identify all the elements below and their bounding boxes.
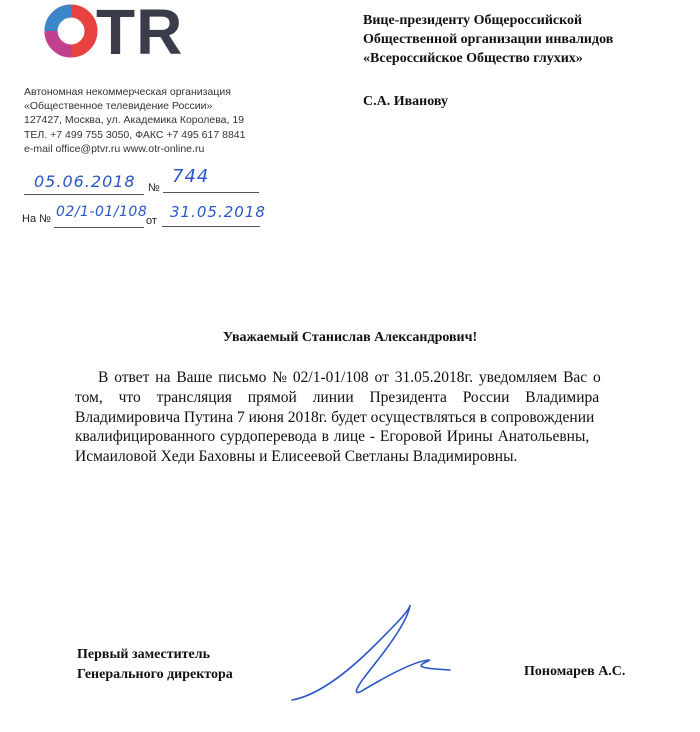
reply-date-label: от (146, 215, 157, 227)
signatory-title (77, 645, 233, 685)
organization-info (24, 85, 245, 156)
body-line: Владимировича Путина 7 июня 2018г. будет осуществляться в сопровождении (75, 408, 595, 426)
logo-ring-pink (51, 31, 71, 51)
org-line: Автономная некоммерческая организация (24, 86, 231, 98)
logo-letters: TR (96, 0, 184, 68)
outgoing-number: 744 (172, 166, 210, 187)
logo-circle-icon (44, 4, 98, 58)
body-line: В ответ на Ваше письмо № 02/1-01/108 от 31.05.2018г. уведомляем Вас о (98, 369, 601, 386)
org-line: e-mail office@ptvr.ru www.otr-online.ru (24, 142, 205, 155)
body-line: том, что трансляция прямой линии Президента России Владимира (75, 388, 600, 406)
reply-label: На № (22, 213, 51, 225)
addressee-line: «Всероссийское Общество глухих» (363, 51, 583, 66)
letter-body (75, 368, 655, 467)
body-line: Исмаиловой Хеди Баховны и Елисеевой Светланы Владимировны. (75, 448, 518, 466)
reply-date: 31.05.2018 (170, 203, 266, 221)
reply-date-underline (162, 226, 260, 227)
addressee-line: Вице-президенту Общероссийской (363, 13, 583, 28)
org-line: «Общественное телевидение России» (24, 100, 213, 113)
reply-number-underline (54, 227, 144, 228)
number-label: № (148, 182, 160, 194)
outgoing-date: 05.06.2018 (34, 172, 136, 191)
body-line: квалифицированного сурдоперевода в лице - Егоровой Ирины Анатольевны, (75, 428, 590, 446)
salutation: Уважаемый Станислав Александрович! (222, 330, 478, 345)
handwritten-signature (280, 600, 480, 710)
addressee-name: С.А. Иванову (363, 94, 448, 109)
signatory-name: Пономарев А.С. (524, 664, 626, 679)
addressee-block (363, 11, 613, 68)
reply-number: 02/1-01/108 (56, 204, 148, 220)
signatory-title-line: Генерального директора (77, 667, 233, 682)
signatory-title-line: Первый заместитель (77, 647, 210, 662)
addressee-line: Общественной организации инвалидов (363, 32, 614, 47)
org-line: ТЕЛ. +7 499 755 3050, ФАКС +7 495 617 8841 (24, 128, 246, 141)
logo-ring-blue (51, 11, 71, 31)
date-underline (24, 194, 144, 195)
org-line: 127427, Москва, ул. Академика Королева, 19 (24, 114, 245, 127)
number-underline (163, 192, 259, 193)
